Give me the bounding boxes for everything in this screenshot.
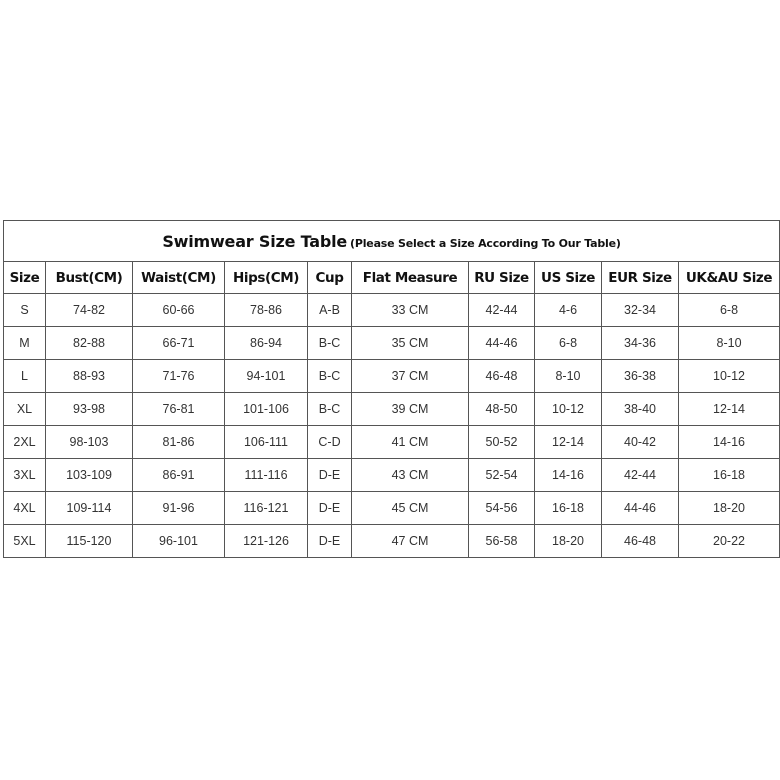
cell-uk-au-size: 14-16: [679, 426, 780, 459]
cell-cup: B-C: [308, 393, 352, 426]
cell-uk-au-size: 16-18: [679, 459, 780, 492]
cell-uk-au-size: 8-10: [679, 327, 780, 360]
cell-eur-size: 34-36: [602, 327, 679, 360]
table-row: [4, 393, 780, 426]
column-header-cup: Cup: [308, 262, 352, 294]
cell-size: XL: [4, 393, 46, 426]
table-row: [4, 426, 780, 459]
cell-flat-measure: 43 CM: [352, 459, 469, 492]
cell-size: 2XL: [4, 426, 46, 459]
cell-hips: 116-121: [225, 492, 308, 525]
cell-us-size: 14-16: [535, 459, 602, 492]
cell-us-size: 8-10: [535, 360, 602, 393]
table-title: Swimwear Size Table: [162, 231, 348, 251]
column-header-us-size: US Size: [535, 262, 602, 294]
cell-bust: 88-93: [46, 360, 133, 393]
table-title-cell: [4, 221, 780, 262]
cell-ru-size: 46-48: [469, 360, 535, 393]
cell-hips: 94-101: [225, 360, 308, 393]
cell-eur-size: 42-44: [602, 459, 679, 492]
cell-hips: 121-126: [225, 525, 308, 558]
cell-uk-au-size: 6-8: [679, 294, 780, 327]
cell-size: 3XL: [4, 459, 46, 492]
column-header-hips: Hips(CM): [225, 262, 308, 294]
cell-flat-measure: 35 CM: [352, 327, 469, 360]
cell-us-size: 18-20: [535, 525, 602, 558]
cell-hips: 106-111: [225, 426, 308, 459]
cell-eur-size: 44-46: [602, 492, 679, 525]
table-row: [4, 459, 780, 492]
cell-cup: B-C: [308, 327, 352, 360]
column-header-uk-au-size: UK&AU Size: [679, 262, 780, 294]
cell-bust: 93-98: [46, 393, 133, 426]
column-header-size: Size: [4, 262, 46, 294]
cell-eur-size: 46-48: [602, 525, 679, 558]
cell-flat-measure: 41 CM: [352, 426, 469, 459]
cell-size: L: [4, 360, 46, 393]
cell-bust: 98-103: [46, 426, 133, 459]
cell-cup: C-D: [308, 426, 352, 459]
cell-us-size: 16-18: [535, 492, 602, 525]
cell-eur-size: 40-42: [602, 426, 679, 459]
header-row: [4, 262, 780, 294]
cell-bust: 103-109: [46, 459, 133, 492]
table-row: [4, 492, 780, 525]
cell-waist: 96-101: [133, 525, 225, 558]
cell-cup: D-E: [308, 525, 352, 558]
cell-ru-size: 44-46: [469, 327, 535, 360]
cell-size: 4XL: [4, 492, 46, 525]
cell-cup: D-E: [308, 459, 352, 492]
cell-bust: 115-120: [46, 525, 133, 558]
cell-waist: 71-76: [133, 360, 225, 393]
cell-cup: B-C: [308, 360, 352, 393]
cell-ru-size: 54-56: [469, 492, 535, 525]
cell-uk-au-size: 10-12: [679, 360, 780, 393]
cell-ru-size: 52-54: [469, 459, 535, 492]
cell-hips: 78-86: [225, 294, 308, 327]
cell-uk-au-size: 20-22: [679, 525, 780, 558]
cell-hips: 101-106: [225, 393, 308, 426]
cell-size: 5XL: [4, 525, 46, 558]
cell-bust: 82-88: [46, 327, 133, 360]
cell-bust: 74-82: [46, 294, 133, 327]
cell-waist: 60-66: [133, 294, 225, 327]
cell-uk-au-size: 18-20: [679, 492, 780, 525]
column-header-eur-size: EUR Size: [602, 262, 679, 294]
cell-ru-size: 56-58: [469, 525, 535, 558]
cell-hips: 86-94: [225, 327, 308, 360]
cell-size: S: [4, 294, 46, 327]
cell-eur-size: 36-38: [602, 360, 679, 393]
column-header-ru-size: RU Size: [469, 262, 535, 294]
cell-us-size: 10-12: [535, 393, 602, 426]
cell-us-size: 12-14: [535, 426, 602, 459]
cell-cup: D-E: [308, 492, 352, 525]
column-header-flat-measure: Flat Measure: [352, 262, 469, 294]
cell-bust: 109-114: [46, 492, 133, 525]
cell-flat-measure: 37 CM: [352, 360, 469, 393]
cell-uk-au-size: 12-14: [679, 393, 780, 426]
cell-hips: 111-116: [225, 459, 308, 492]
cell-eur-size: 32-34: [602, 294, 679, 327]
cell-waist: 86-91: [133, 459, 225, 492]
cell-ru-size: 50-52: [469, 426, 535, 459]
table-subtitle: (Please Select a Size According To Our Table): [350, 236, 621, 250]
table-row: [4, 294, 780, 327]
cell-flat-measure: 47 CM: [352, 525, 469, 558]
cell-flat-measure: 39 CM: [352, 393, 469, 426]
cell-ru-size: 48-50: [469, 393, 535, 426]
table-body: [4, 294, 780, 558]
cell-flat-measure: 33 CM: [352, 294, 469, 327]
cell-flat-measure: 45 CM: [352, 492, 469, 525]
cell-waist: 66-71: [133, 327, 225, 360]
cell-waist: 81-86: [133, 426, 225, 459]
table-row: [4, 360, 780, 393]
cell-ru-size: 42-44: [469, 294, 535, 327]
cell-waist: 76-81: [133, 393, 225, 426]
column-header-bust: Bust(CM): [46, 262, 133, 294]
cell-us-size: 6-8: [535, 327, 602, 360]
table-row: [4, 525, 780, 558]
cell-size: M: [4, 327, 46, 360]
cell-cup: A-B: [308, 294, 352, 327]
cell-waist: 91-96: [133, 492, 225, 525]
cell-us-size: 4-6: [535, 294, 602, 327]
cell-eur-size: 38-40: [602, 393, 679, 426]
size-table: [3, 220, 780, 558]
table-row: [4, 327, 780, 360]
title-row: [4, 221, 780, 262]
column-header-waist: Waist(CM): [133, 262, 225, 294]
